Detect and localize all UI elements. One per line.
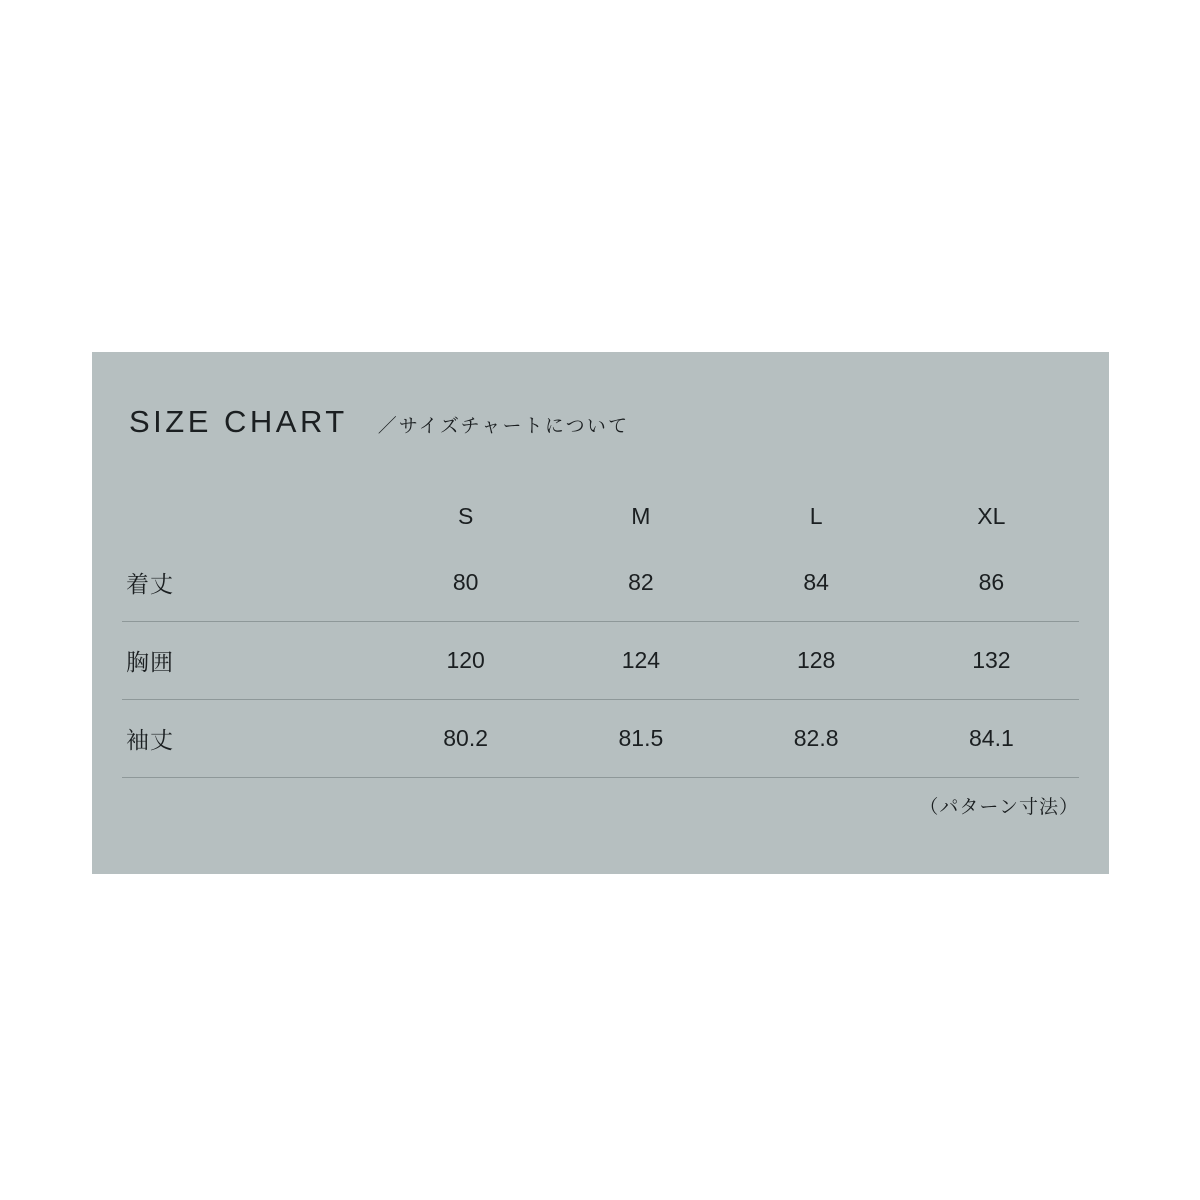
row-label-chest: 胸囲: [122, 622, 378, 700]
table-header: [122, 488, 1079, 544]
cell-sleeve-s: 80.2: [378, 700, 553, 778]
size-chart-panel: [92, 352, 1109, 874]
cell-chest-m: 124: [553, 622, 728, 700]
row-label-sleeve: 袖丈: [122, 700, 378, 778]
cell-length-xl: 86: [904, 544, 1079, 622]
cell-length-s: 80: [378, 544, 553, 622]
column-header-s: S: [457, 502, 474, 529]
table-row: [122, 544, 1079, 622]
cell-chest-s: 120: [378, 622, 553, 700]
size-chart-table: [122, 488, 1079, 778]
cell-chest-xl: 132: [904, 622, 1079, 700]
cell-sleeve-xl: 84.1: [904, 700, 1079, 778]
table-corner-cell: [122, 488, 378, 544]
table-header-row: [122, 488, 1079, 544]
cell-sleeve-l: 82.8: [729, 700, 904, 778]
cell-length-l: 84: [729, 544, 904, 622]
table-row: [122, 622, 1079, 700]
table-row: [122, 700, 1079, 778]
column-header-m: M: [631, 502, 651, 529]
table-body: [122, 544, 1079, 778]
cell-chest-l: 128: [729, 622, 904, 700]
column-header-xl: XL: [977, 502, 1006, 529]
page-title: SIZE CHART: [129, 404, 348, 439]
panel-title: [129, 404, 629, 440]
cell-length-m: 82: [553, 544, 728, 622]
cell-sleeve-m: 81.5: [553, 700, 728, 778]
pattern-measurement-note: （パターン寸法）: [919, 797, 1079, 818]
column-header-l: L: [809, 502, 823, 529]
row-label-length: 着丈: [122, 544, 378, 622]
page-subtitle: ／サイズチャートについて: [377, 416, 630, 437]
